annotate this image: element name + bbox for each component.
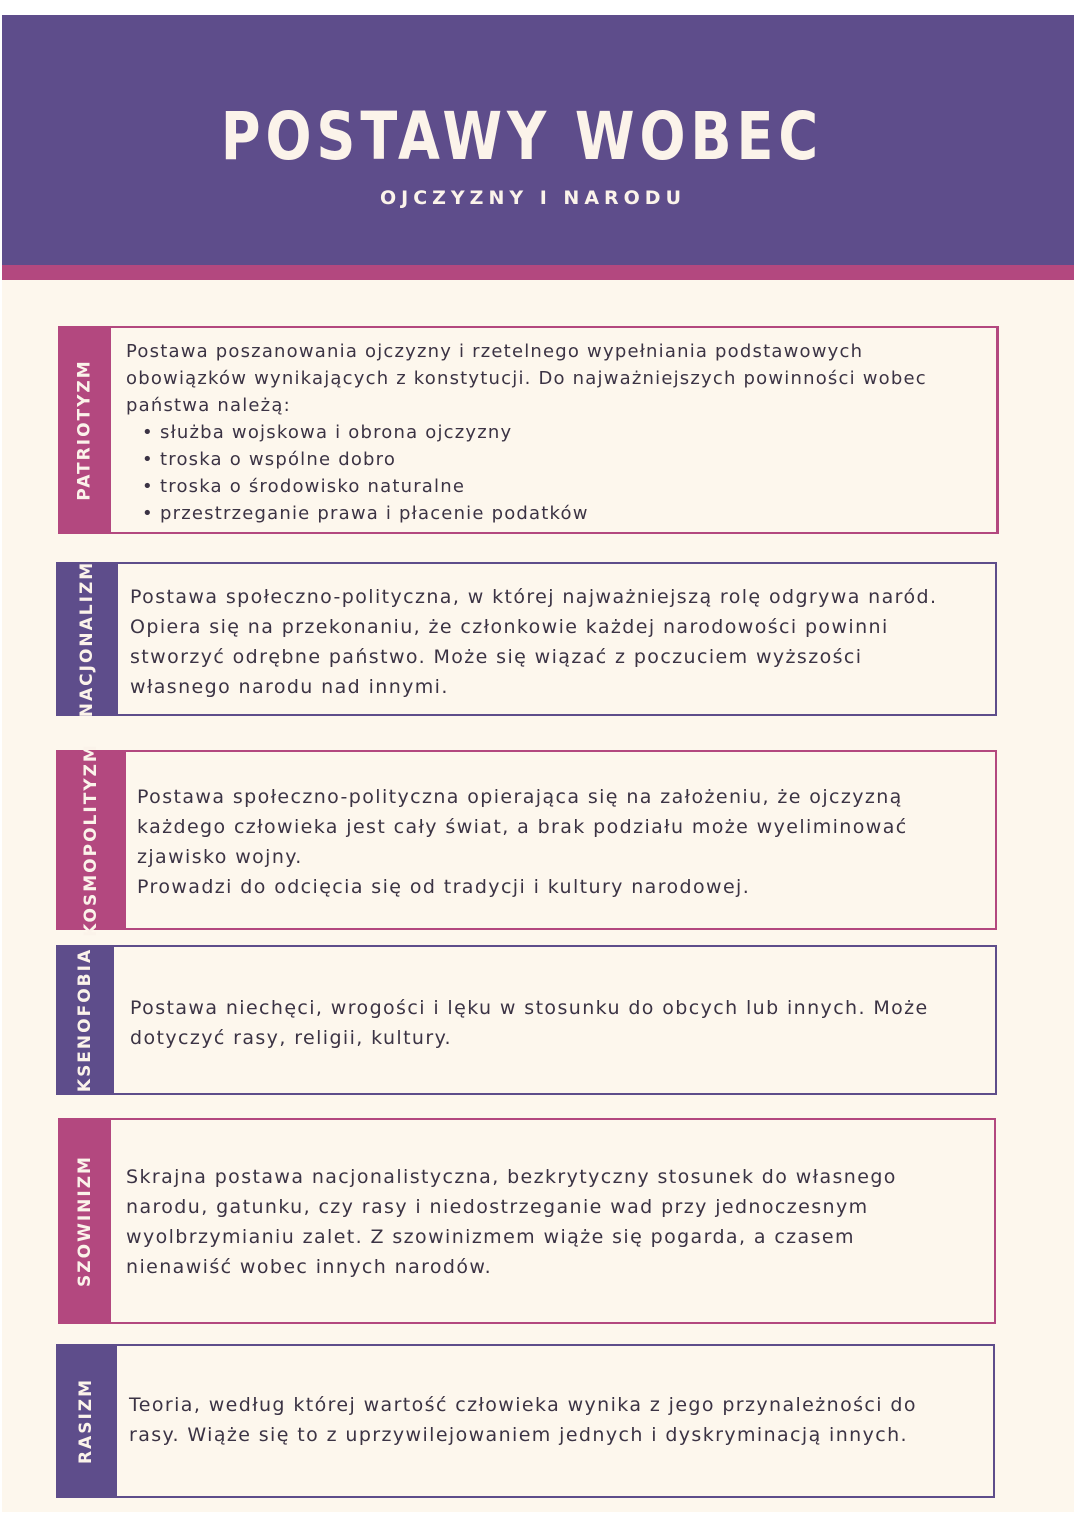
- text-line: wyolbrzymianiu zalet. Z szowinizmem wiąże się pogarda, a czasem: [126, 1226, 855, 1248]
- text-line: Prowadzi do odcięcia się od tradycji i kultury narodowej.: [137, 876, 751, 898]
- card-text: [126, 338, 996, 527]
- list-item: • troska o wspólne dobro: [142, 446, 996, 473]
- card-content: [118, 562, 997, 716]
- text-line: rasy. Wiąże się to z uprzywilejowaniem jednych i dyskryminacją innych.: [129, 1424, 908, 1446]
- card-label: PATRIOTYZM: [74, 359, 95, 501]
- card-label: NACJONALIZM: [77, 560, 97, 718]
- text-line: Opiera się na przekonaniu, że członkowie każdej narodowości powinni: [130, 616, 889, 638]
- text-line: Teoria, według której wartość człowieka wynika z jego przynależności do: [129, 1394, 917, 1416]
- card-tab: [58, 326, 111, 534]
- card-text: [130, 582, 995, 702]
- text-line: Postawa poszanowania ojczyzny i rzetelnego wypełniania podstawowych: [126, 341, 864, 362]
- card-kosmopolityzm: [56, 743, 997, 937]
- text-line: własnego narodu nad innymi.: [130, 676, 449, 698]
- list-item: • troska o środowisko naturalne: [142, 473, 996, 500]
- card-content: [117, 1344, 995, 1498]
- card-content: [126, 750, 997, 930]
- text-line: nienawiść wobec innych narodów.: [126, 1256, 493, 1278]
- text-line: państwa należą:: [126, 395, 291, 416]
- card-rasizm: [56, 1344, 995, 1498]
- card-content: [111, 1118, 996, 1324]
- page-subtitle: OJCZYZNY I NARODU: [379, 187, 687, 209]
- card-content: [111, 326, 999, 534]
- text-line: każdego człowieka jest cały świat, a brak podziału może wyeliminować: [137, 816, 908, 838]
- card-label: KSENOFOBIA: [75, 947, 95, 1093]
- text-line: Postawa społeczno-polityczna, w której najważniejszą rolę odgrywa naród.: [130, 586, 938, 608]
- text-line: stworzyć odrębne państwo. Może się wiązać z poczuciem wyższości: [130, 646, 863, 668]
- card-content: [114, 945, 997, 1095]
- card-text: [137, 782, 995, 902]
- card-text: [130, 993, 995, 1053]
- card-label: RASIZM: [76, 1377, 97, 1465]
- card-tab: [56, 743, 126, 937]
- list-item: • przestrzeganie prawa i płacenie podatków: [142, 500, 996, 527]
- card-tab: [56, 1344, 117, 1498]
- card-patriotyzm: [58, 326, 999, 534]
- card-szowinizm: [58, 1118, 996, 1324]
- card-tab: [56, 562, 118, 716]
- card-nacjonalizm: [56, 562, 997, 716]
- card-tab: [56, 945, 114, 1095]
- text-line: zjawisko wojny.: [137, 846, 303, 868]
- card-text: [129, 1390, 993, 1450]
- text-line: Skrajna postawa nacjonalistyczna, bezkrytyczny stosunek do własnego: [126, 1166, 897, 1188]
- header-accent-stripe: [2, 265, 1074, 280]
- bullet-list: [126, 419, 996, 527]
- header-banner: [2, 15, 1074, 265]
- card-tab: [58, 1118, 111, 1324]
- text-line: Postawa niechęci, wrogości i lęku w stosunku do obcych lub innych. Może: [130, 997, 929, 1019]
- text-line: Postawa społeczno-polityczna opierająca się na założeniu, że ojczyzną: [137, 786, 903, 808]
- list-item: • służba wojskowa i obrona ojczyzny: [142, 419, 996, 446]
- text-line: dotyczyć rasy, religii, kultury.: [130, 1027, 452, 1049]
- card-text: [126, 1162, 994, 1282]
- text-line: obowiązków wynikających z konstytucji. Do najważniejszych powinności wobec: [126, 368, 927, 389]
- card-label: KOSMOPOLITYZM: [81, 743, 102, 937]
- text-line: narodu, gatunku, czy rasy i niedostrzeganie wad przy jednoczesnym: [126, 1196, 869, 1218]
- card-ksenofobia: [56, 945, 997, 1095]
- page-title: POSTAWY WOBEC: [220, 98, 824, 175]
- card-label: SZOWINIZM: [74, 1155, 95, 1287]
